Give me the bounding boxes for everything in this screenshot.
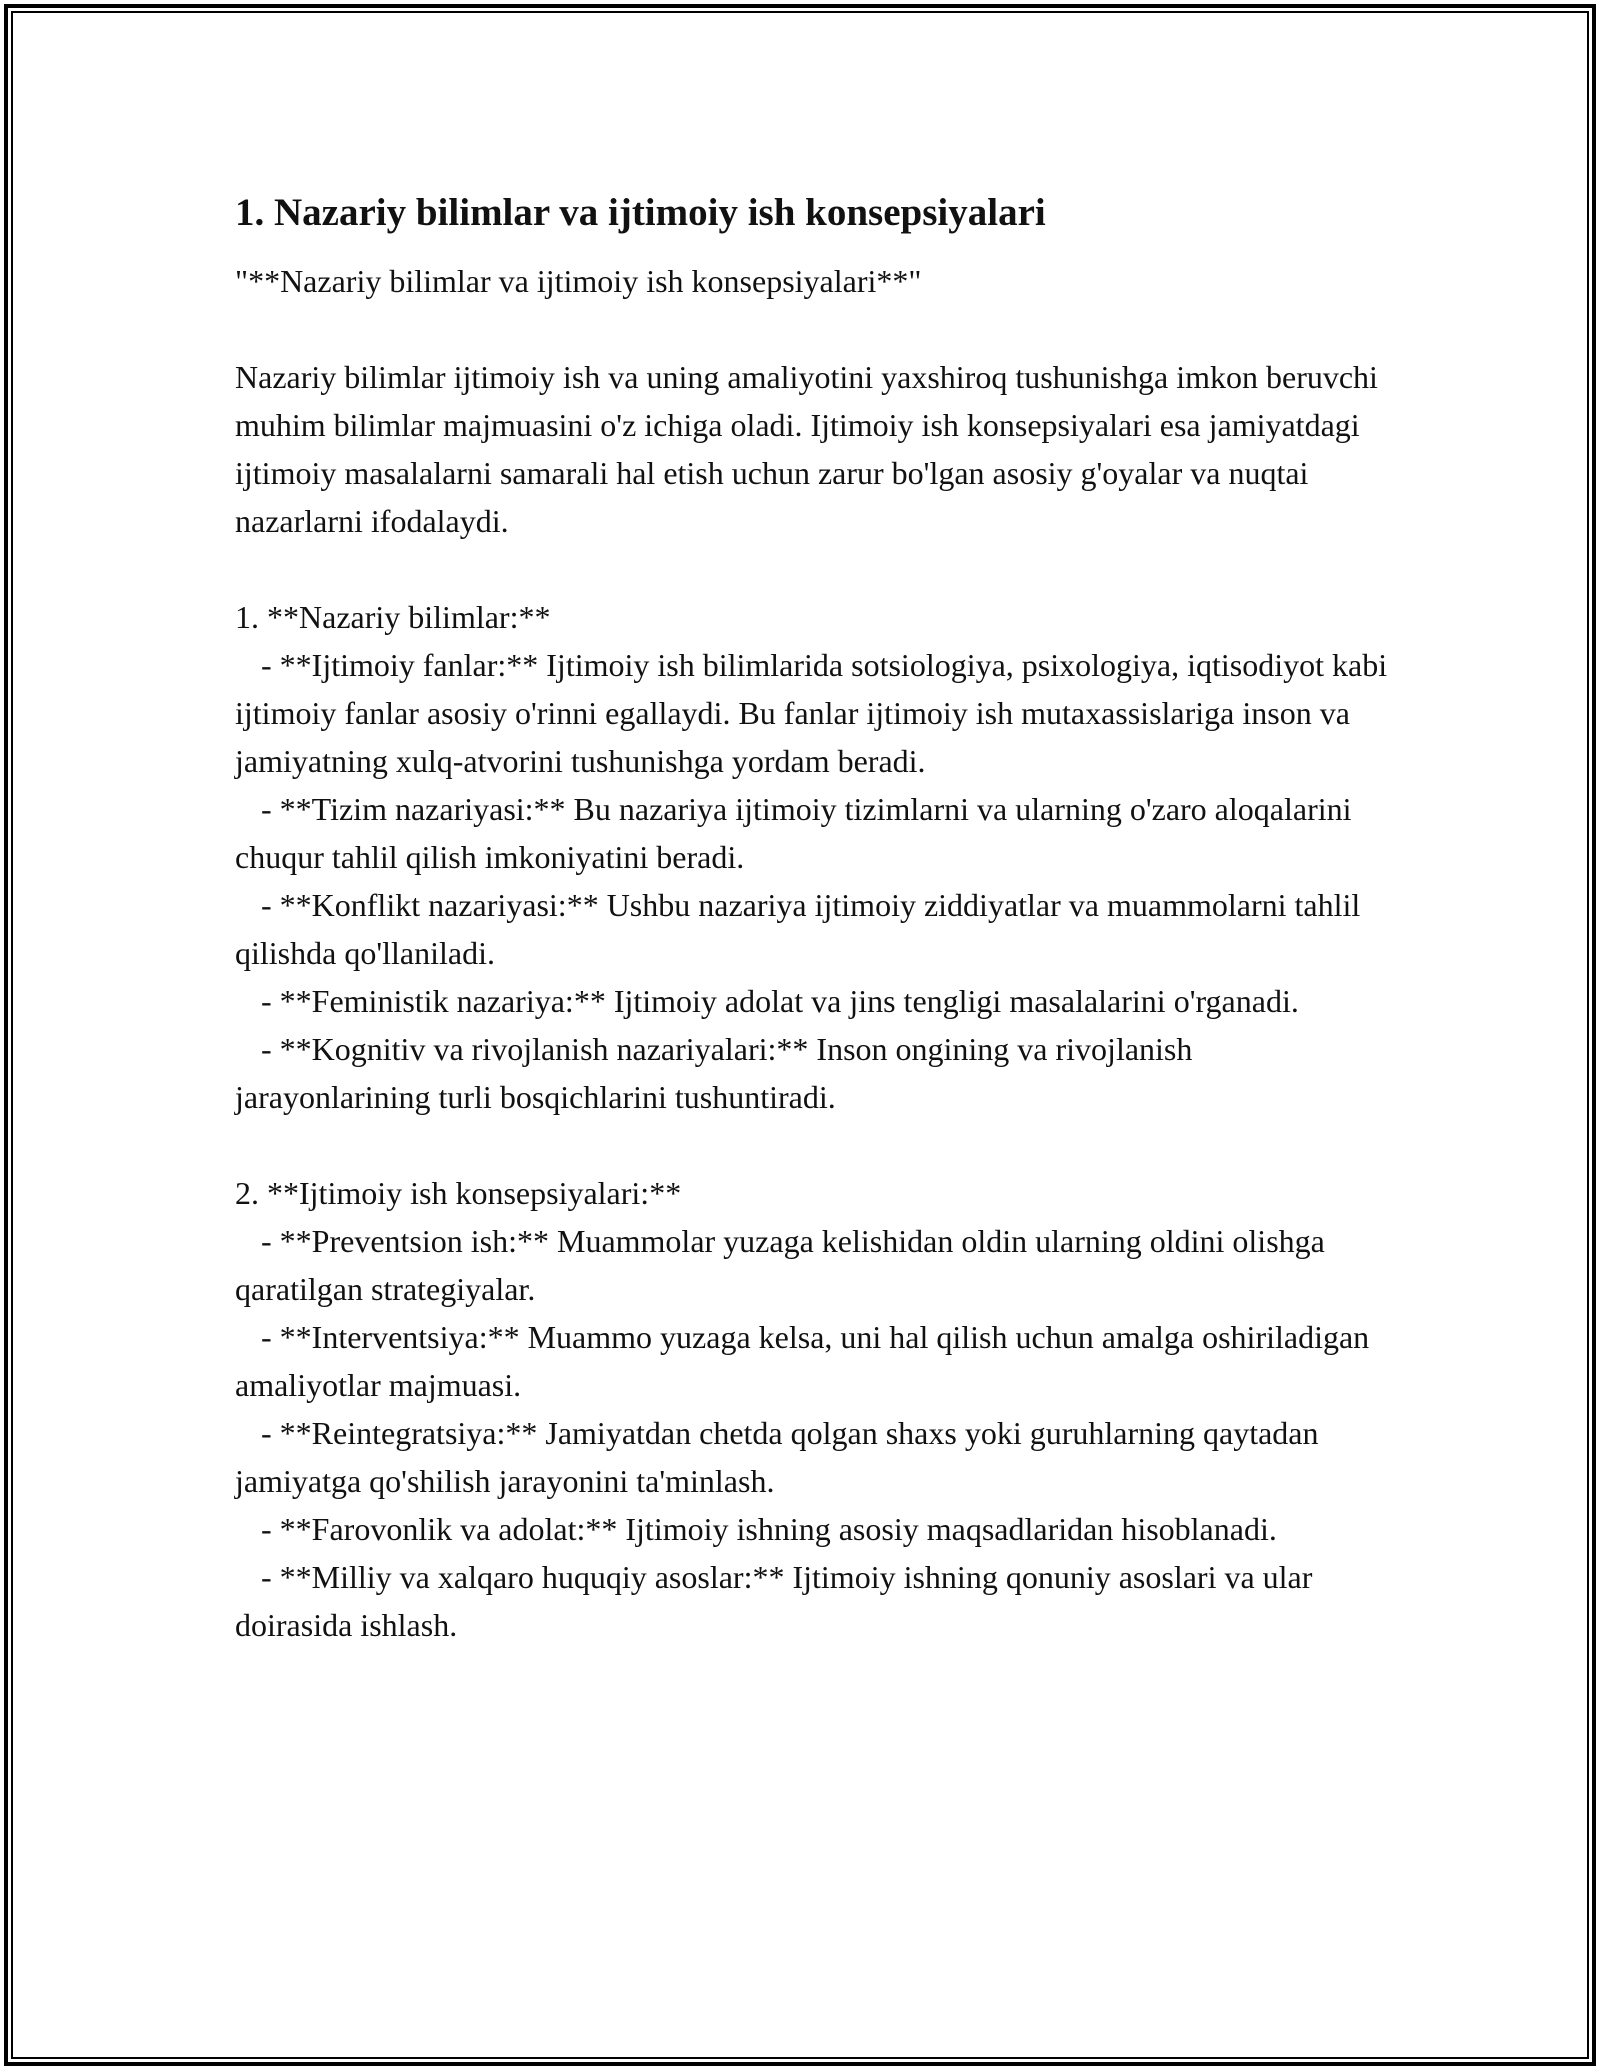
list-item: - **Interventsiya:** Muammo yuzaga kelsa, uni hal qilish uchun amalga oshiriladigan amaliyotlar majmuasi. [235,1319,1370,1403]
list-item: - **Konflikt nazariyasi:** Ushbu nazariya ijtimoiy ziddiyatlar va muammolarni tahlil qilishda qo'llaniladi. [235,887,1361,971]
section-heading-theoretical-knowledge: 1. **Nazariy bilimlar:** [235,599,551,635]
theoretical-knowledge-list [235,641,1395,1121]
social-work-concepts-list [235,1217,1395,1649]
list-item: - **Reintegratsiya:** Jamiyatdan chetda qolgan shaxs yoki guruhlarning qaytadan jamiyatga qo'shilish jarayonini ta'minlash. [235,1415,1319,1499]
document-subtitle: "**Nazariy bilimlar va ijtimoiy ish konsepsiyalari**" [235,263,922,299]
section-heading-social-work-concepts: 2. **Ijtimoiy ish konsepsiyalari:** [235,1175,682,1211]
list-item: - **Kognitiv va rivojlanish nazariyalari:** Inson ongining va rivojlanish jarayonlarining turli bosqichlarini tushuntiradi. [235,1031,1193,1115]
list-item: - **Preventsion ish:** Muammolar yuzaga kelishidan oldin ularning oldini olishga qaratilgan strategiyalar. [235,1223,1325,1307]
document-title: 1. Nazariy bilimlar va ijtimoiy ish konsepsiyalari [235,191,1046,234]
list-item: - **Feministik nazariya:** Ijtimoiy adolat va jins tengligi masalalarini o'rganadi. [261,983,1299,1019]
list-item: - **Farovonlik va adolat:** Ijtimoiy ishning asosiy maqsadlaridan hisoblanadi. [261,1511,1277,1547]
list-item: - **Ijtimoiy fanlar:** Ijtimoiy ish bilimlarida sotsiologiya, psixologiya, iqtisodiyot kabi ijtimoiy fanlar asosiy o'rinni egallaydi. Bu fanlar ijtimoiy ish mutaxassislariga inson va jamiyatning xulq-atvorini tushunishga yordam beradi. [235,647,1388,779]
intro-paragraph: Nazariy bilimlar ijtimoiy ish va uning amaliyotini yaxshiroq tushunishga imkon beruvchi muhim bilimlar majmuasini o'z ichiga oladi. Ijtimoiy ish konsepsiyalari esa jamiyatdagi ijtimoiy masalalarni samarali hal etish uchun zarur bo'lgan asosiy g'oyalar va nuqtai nazarlarni ifodalaydi. [235,359,1378,539]
document-body [235,185,1395,1649]
list-item: - **Milliy va xalqaro huquqiy asoslar:** Ijtimoiy ishning qonuniy asoslari va ular doirasida ishlash. [235,1559,1313,1643]
list-item: - **Tizim nazariyasi:** Bu nazariya ijtimoiy tizimlarni va ularning o'zaro aloqalarini chuqur tahlil qilish imkoniyatini beradi. [235,791,1352,875]
